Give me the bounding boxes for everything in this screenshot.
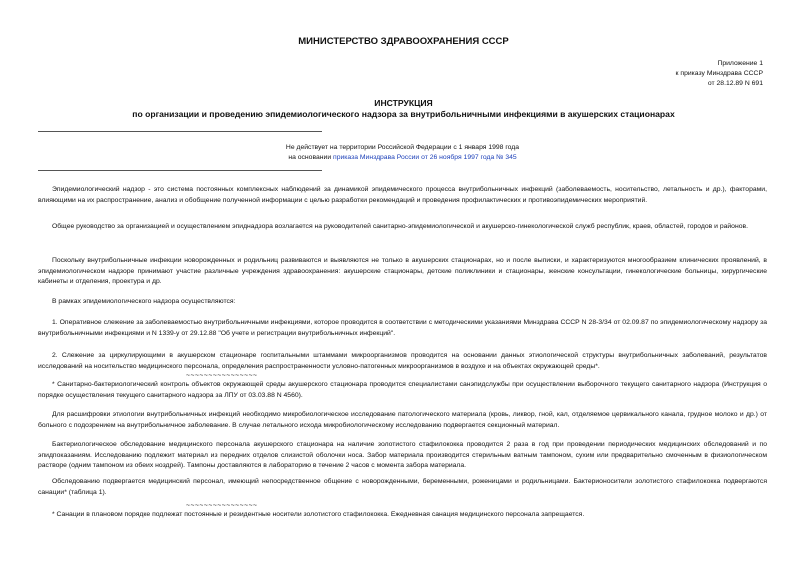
footnote-separator-1: ~~~~~~~~~~~~~~~~ [186, 372, 258, 379]
paragraph-definition: Эпидемиологический надзор - это система постоянных комплексных наблюдений за динамикой эпидемического процесса внутрибольничных инфекций (заболеваемость, носительство, летальность и др.), факторами, влияющими на их распространение, анализ и обобщение полученной информации с целью разработки рекомендаций и проведения профилактических и противоэпидемических мероприятий. [38, 186, 767, 204]
status-note-line-2 [38, 153, 767, 163]
ministry-heading: МИНИСТЕРСТВО ЗДРАВООХРАНЕНИЯ СССР [298, 36, 509, 47]
paragraph-etiology: Для расшифровки этиологии внутрибольничных инфекций необходимо микробиологическое исследование патологического материала (кровь, ликвор, гной, кал, отделяемое цервикального канала, грудное молоко и др.) от больного с подозрением на внутрибольничное заболевание. В случае летального исхода микробиологическому исследованию подвергается секционный материал. [38, 411, 767, 429]
appendix-line-1: Приложение 1 [717, 60, 763, 67]
document-title: ИНСТРУКЦИЯ [374, 98, 433, 108]
footnote-sanitary-control: * Санитарно-бактериологический контроль объектов окружающей среды акушерского стационара проводится специалистами санэпидслужбы при осуществлении выборочного текущего санитарного надзора (Инструкция о порядке осуществления текущего санитарного надзора за ЛПУ от 03.03.88 N 4560). [38, 381, 767, 399]
paragraph-staff-examination: Бактериологическое обследование медицинского персонала акушерского стационара на наличие золотистого стафилококка проводится 2 раза в год при проведении периодических медицинских обследований и по эпидпоказаниям. Исследованию подлежит материал из передних отделов слизистой оболочки носа. Забор материала производится стерильным ватным тампоном, сухим или предварительно смоченным в физиологическом растворе (одним тампоном из обеих ноздрей). Тампоны доставляются в лабораторию в течение 2 часов с момента забора материала. [38, 441, 767, 469]
paragraph-item-1: 1. Оперативное слежение за заболеваемостью внутрибольничными инфекциями, которое проводится в соответствии с методическими указаниями Минздрава СССР N 28-3/34 от 02.09.87 по эпидемиологическому надзору за внутрибольничными инфекциями и N 1339-у от 29.12.88 "Об учете и регистрации внутрибольничных инфекций". [38, 319, 767, 337]
paragraph-participants: Поскольку внутрибольничные инфекции новорожденных и родильниц развиваются и выявляются не только в акушерских стационарах, но и после выписки, и характеризуются многообразием клинических проявлений, в эпидемиологическом надзоре принимают участие различные учреждения здравоохранения: акушерские стационары, детские поликлиники и стационары, женские консультации, гинекологические больницы, хирургические кабинеты и отделения, проектура и др. [38, 257, 767, 285]
status-prefix: на основании [288, 154, 334, 161]
divider-bottom [38, 170, 322, 171]
appendix-line-3: от 28.12.89 N 691 [707, 80, 763, 87]
paragraph-carriers: Обследованию подвергается медицинский персонал, имеющий непосредственное общение с новорожденными, беременными, роженицами и родильницами. Бактерионосители золотистого стафилококка подвергаются санации* (таблица 1). [38, 478, 767, 496]
order-link[interactable]: приказа Минздрава России от 26 ноября 1997 года № 345 [333, 154, 517, 161]
appendix-line-2: к приказу Минздрава СССР [675, 70, 763, 77]
footnote-separator-2: ~~~~~~~~~~~~~~~~ [186, 502, 258, 509]
paragraph-management: Общее руководство за организацией и осуществлением эпиднадзора возлагается на руководителей санитарно-эпидемиологической и акушерско-гинекологической служб республик, краев, областей, городов и районов. [52, 223, 748, 230]
paragraph-item-2: 2. Слежение за циркулирующими в акушерском стационаре госпитальными штаммами микроорганизмов проводится на основании данных этиологической структуры внутрибольничных заболеваний, результатов исследований на носительство медицинского персонала, определения распространенности условно-патогенных микроорганизмов в воздухе и на объектах окружающей среды*. [38, 352, 767, 370]
paragraph-intro-list: В рамках эпидемиологического надзора осуществляются: [52, 298, 236, 305]
footnote-sanation: * Санации в плановом порядке подлежат постоянные и резидентные носители золотистого стафилококка. Ежедневная санация медицинского персонала запрещается. [52, 511, 585, 518]
divider-top [38, 131, 322, 132]
status-note-line-1: Не действует на территории Российской Федерации с 1 января 1998 года [285, 144, 520, 151]
document-subtitle: по организации и проведению эпидемиологического надзора за внутрибольничными инфекциями в акушерских стационарах [132, 109, 675, 119]
